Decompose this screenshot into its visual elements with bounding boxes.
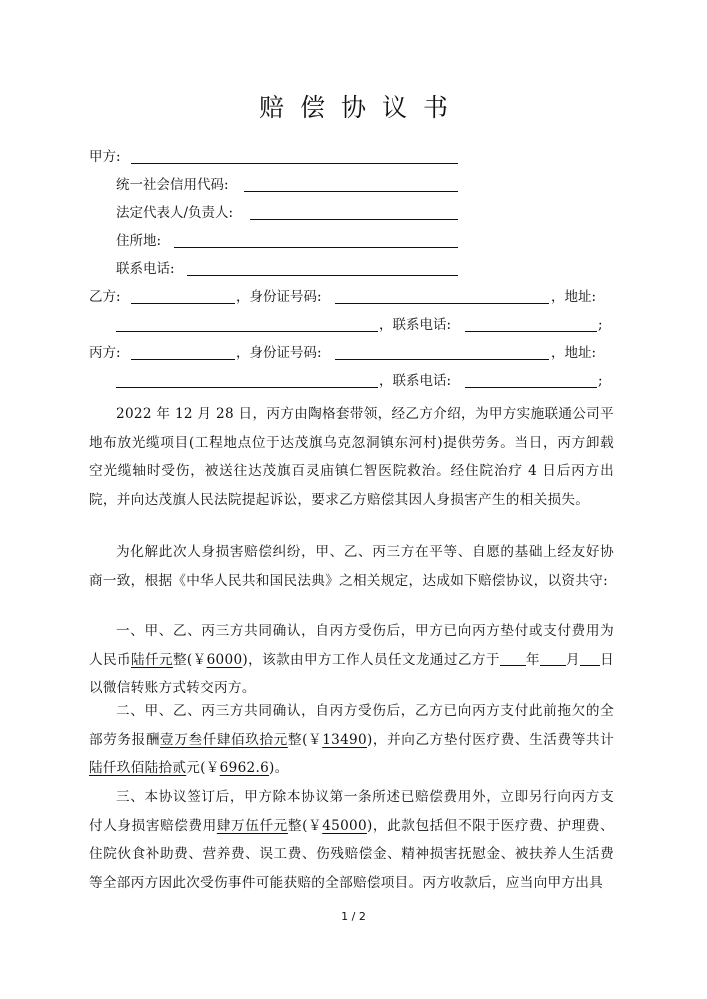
document-title: 赔偿协议书	[258, 93, 464, 122]
purpose-text: 为化解此次人身损害赔偿纠纷，甲、乙、丙三方在平等、自愿的基础上经友好协商一致，根据《中华人民共和国民法典》之相关规定，达成如下赔偿协议，以资共守:	[89, 544, 614, 589]
party-a-address-line	[174, 247, 458, 248]
clause-2-amount-number: 13490	[322, 731, 367, 748]
clause-2-amount2-words: 陆仟玖佰陆拾贰	[89, 760, 187, 776]
clause-1-year-blank	[500, 651, 526, 666]
party-b-label: 乙方:	[89, 289, 121, 305]
paragraph-background	[89, 400, 614, 514]
party-b-end: ;	[598, 317, 603, 333]
credit-code-label: 统一社会信用代码:	[116, 177, 229, 193]
party-c-label: 丙方:	[89, 345, 121, 361]
party-c-phone-line	[465, 387, 597, 388]
clause-1-day-blank	[580, 651, 600, 666]
clause-2-text-a: 二、甲、乙、丙三方共同确认，自丙方受伤后，乙方已向丙方支付此前拖欠的全部劳务报酬	[89, 703, 614, 748]
party-c-address-line	[116, 387, 378, 388]
clause-1-text-d: 日以微信转账方式转交丙方。	[89, 651, 614, 696]
clause-1-month-blank	[540, 651, 566, 666]
clause-3-text-a: 三、本协议签订后，甲方除本协议第一条所述已赔偿费用外，立即另行向丙方支付人身损害赔偿费用	[89, 789, 614, 834]
clause-1-year-label: 年	[525, 651, 540, 668]
party-c-id-line	[335, 359, 549, 360]
clause-2	[89, 697, 614, 783]
legal-rep-line	[250, 219, 458, 220]
clause-3	[89, 783, 614, 897]
clause-2-text-e: )。	[269, 760, 289, 776]
party-b-id-label: ，身份证号码:	[236, 289, 322, 305]
party-a-address-label: 住所地:	[116, 233, 162, 249]
party-c-name-line	[131, 359, 235, 360]
party-b-phone-label: ，联系电话:	[379, 317, 452, 333]
party-a-name-line	[131, 163, 458, 164]
party-b-address-line	[116, 331, 378, 332]
clause-1-text-a: 一、甲、乙、丙三方共同确认，自丙方受伤后，甲方已向丙方垫付或支付费用为人民币	[89, 623, 614, 668]
party-a-phone-label: 联系电话:	[116, 261, 175, 277]
clause-1-amount-number: 6000	[206, 651, 243, 668]
clause-1-amount-words: 陆仟元	[130, 651, 173, 668]
clause-2-amount-words: 壹万叁仟肆佰玖拾元	[160, 731, 288, 748]
party-c-phone-label: ，联系电话:	[379, 373, 452, 389]
clause-2-text-d: 元(￥	[186, 760, 220, 776]
clause-1-text-c: )，该款由甲方工作人员任文龙通过乙方于	[242, 651, 500, 668]
party-a-label: 甲方:	[89, 149, 121, 165]
paragraph-purpose	[89, 538, 614, 595]
clause-1	[89, 617, 614, 703]
clause-3-amount-number: 45000	[322, 817, 367, 834]
party-b-phone-line	[465, 331, 597, 332]
clause-2-amount2-number: 6962.6	[219, 760, 270, 776]
clause-3-amount-words: 肆万伍仟元	[216, 817, 288, 834]
clause-3-text-c: )，此款包括但不限于医疗费、护理费、住院伙食补助费、营养费、误工费、伤残赔偿金、精神损害抚慰金、被扶养人生活费等全部丙方因此次受伤事件可能获赔的全部赔偿项目。丙方收款后，应当向甲方出具	[89, 817, 615, 891]
party-a-phone-line	[187, 275, 458, 276]
legal-rep-label: 法定代表人/负责人:	[116, 205, 234, 221]
clause-3-text-b: 整(￥	[287, 817, 323, 834]
credit-code-line	[244, 191, 458, 192]
party-c-end: ;	[598, 373, 603, 389]
clause-1-month-label: 月	[565, 651, 580, 668]
party-c-id-label: ，身份证号码:	[236, 345, 322, 361]
party-c-address-label: ，地址:	[551, 345, 597, 361]
page-indicator: 1 / 2	[341, 910, 366, 923]
background-text: 2022 年 12 月 28 日，丙方由陶格套带领，经乙方介绍，为甲方实施联通公司平地布放光缆项目(工程地点位于达茂旗乌克忽洞镇东河村)提供劳务。当日，丙方卸载空光缆轴时受伤，被送往达茂旗百灵庙镇仁智医院救治。经住院治疗 4 日后丙方出院，并向达茂旗人民法院提起诉讼，要求乙方赔偿其因人身损害产生的相关损失。	[89, 406, 614, 508]
party-b-name-line	[131, 303, 235, 304]
party-b-id-line	[335, 303, 549, 304]
clause-2-text-b: 整(￥	[287, 731, 323, 748]
clause-2-text-c: )，并向乙方垫付医疗费、生活费等共计	[366, 731, 615, 748]
party-b-address-label: ，地址:	[551, 289, 597, 305]
clause-1-text-b: 整(￥	[172, 651, 207, 668]
